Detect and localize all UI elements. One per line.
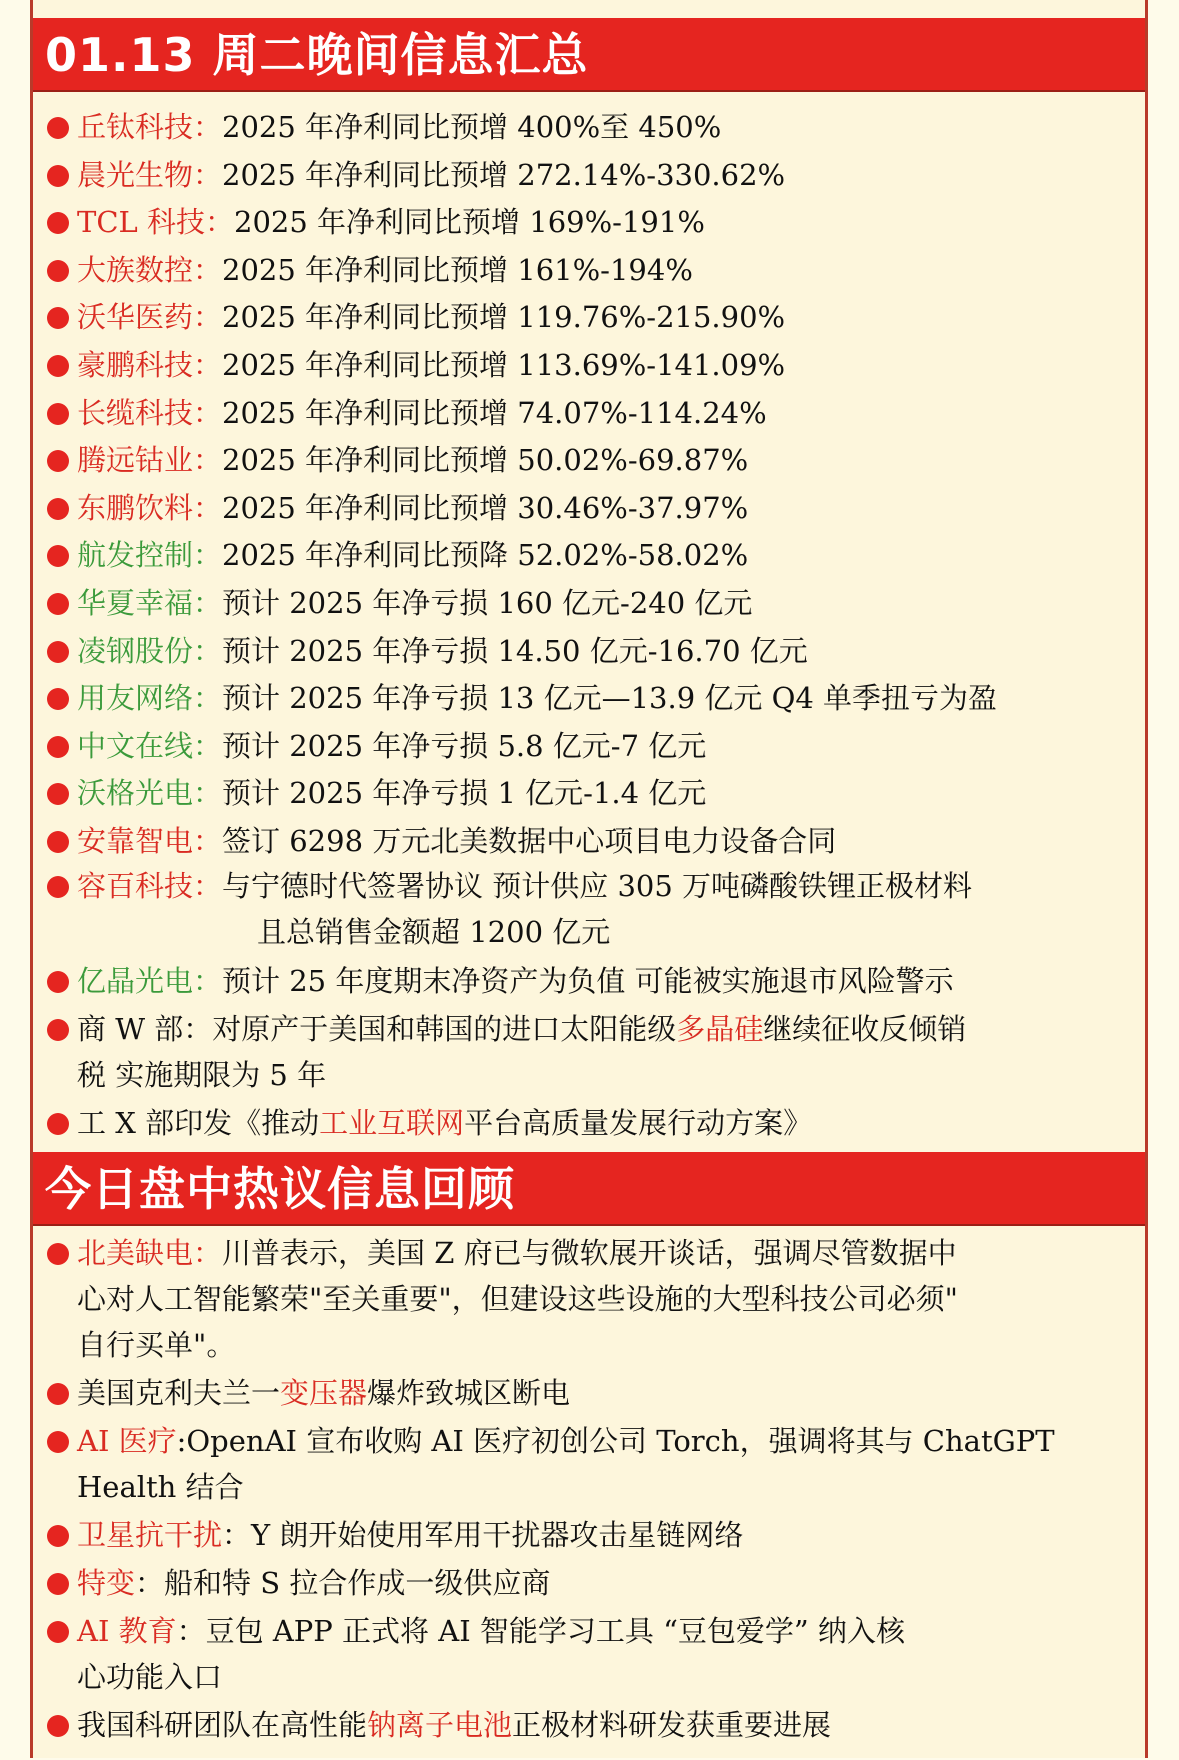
item-text: 美国克利夫兰一	[77, 1376, 281, 1410]
item-text: 正极材料研发获重要进展	[512, 1708, 832, 1742]
item-text-continuation: 心功能入口	[77, 1660, 223, 1694]
item-text: 我国科研团队在高性能	[77, 1708, 368, 1742]
bullet-icon	[47, 1431, 69, 1453]
item-text: 商 W 部：对原产于美国和韩国的进口太阳能级	[77, 1012, 677, 1046]
list-item	[47, 342, 1137, 388]
company-name: 亿晶光电：	[77, 964, 223, 998]
bullet-icon	[47, 212, 69, 234]
bullet-icon	[47, 403, 69, 425]
summary-banner	[33, 18, 1145, 92]
bullet-icon	[47, 831, 69, 853]
item-text-continuation: Health 结合	[77, 1470, 244, 1504]
item-text-continuation: 自行买单"。	[77, 1328, 236, 1362]
list-item	[47, 723, 1137, 769]
item-text: 2025 年净利同比预增 50.02%-69.87%	[222, 443, 749, 477]
list-item	[47, 437, 1137, 483]
bullet-icon	[47, 1573, 69, 1595]
item-text: 2025 年净利同比预增 272.14%-330.62%	[222, 158, 786, 192]
item-text: 预计 2025 年净亏损 14.50 亿元-16.70 亿元	[222, 634, 808, 668]
bullet-icon	[47, 1019, 69, 1041]
bullet-icon	[47, 355, 69, 377]
item-text: ：豆包 APP 正式将 AI 智能学习工具 “豆包爱学” 纳入核	[176, 1614, 905, 1648]
company-name: 东鹏饮料：	[77, 491, 223, 525]
list-item	[47, 580, 1137, 626]
company-name: 航发控制：	[77, 538, 223, 572]
company-name: 用友网络：	[77, 681, 223, 715]
bullet-icon	[47, 1525, 69, 1547]
company-name: 沃华医药：	[77, 300, 223, 334]
bullet-icon	[47, 498, 69, 520]
bullet-icon	[47, 450, 69, 472]
company-name: 大族数控：	[77, 253, 223, 287]
item-text: 2025 年净利同比预增 74.07%-114.24%	[222, 396, 767, 430]
bullet-icon	[47, 117, 69, 139]
bullet-icon	[47, 971, 69, 993]
list-item-shangwu	[47, 1006, 1137, 1052]
topic-name: AI 教育	[77, 1614, 177, 1648]
highlight-text: 多晶硅	[676, 1012, 764, 1046]
item-text: 2025 年净利同比预增 161%-194%	[222, 253, 693, 287]
company-name: 长缆科技：	[77, 396, 223, 430]
list-item	[47, 818, 1137, 864]
list-item	[47, 770, 1137, 816]
list-item	[47, 628, 1137, 674]
company-name: 晨光生物：	[77, 158, 223, 192]
bullet-icon	[47, 1621, 69, 1643]
list-item-rongbai	[47, 863, 1137, 909]
info-board	[30, 0, 1148, 1758]
item-text: 2025 年净利同比预增 119.76%-215.90%	[222, 300, 786, 334]
bullet-icon	[47, 876, 69, 898]
highlight-text: 钠离子电池	[367, 1708, 513, 1742]
item-text-continuation: 税 实施期限为 5 年	[77, 1058, 327, 1092]
review-title: 今日盘中热议信息回顾	[45, 1162, 515, 1216]
item-text: 爆炸致城区断电	[367, 1376, 571, 1410]
item-text-continuation: 且总销售金额超 1200 亿元	[257, 915, 611, 949]
item-text: 预计 2025 年净亏损 5.8 亿元-7 亿元	[222, 729, 707, 763]
list-item	[47, 485, 1137, 531]
list-item	[47, 294, 1137, 340]
item-text: 预计 2025 年净亏损 13 亿元—13.9 亿元 Q4 单季扭亏为盈	[222, 681, 998, 715]
list-item-ai-medical	[47, 1418, 1137, 1464]
list-item-ai-education	[47, 1608, 1137, 1654]
bullet-icon	[47, 641, 69, 663]
company-name: 容百科技：	[77, 869, 223, 903]
list-item-transformer	[47, 1370, 1137, 1416]
list-item-battery	[47, 1702, 1137, 1748]
bullet-icon	[47, 783, 69, 805]
topic-name: 卫星抗干扰	[77, 1518, 223, 1552]
list-item-yijing	[47, 958, 1137, 1004]
bullet-icon	[47, 736, 69, 758]
list-item	[47, 199, 1137, 245]
list-item-gongxin	[47, 1100, 1137, 1146]
item-text: ：Y 朗开始使用军用干扰器攻击星链网络	[222, 1518, 744, 1552]
company-name: 沃格光电：	[77, 776, 223, 810]
company-name: 腾远钴业：	[77, 443, 223, 477]
item-text: 工 X 部印发《推动	[77, 1106, 320, 1140]
item-text: 预计 25 年度期末净资产为负值 可能被实施退市风险警示	[222, 964, 954, 998]
bullet-icon	[47, 1113, 69, 1135]
list-item-satellite	[47, 1512, 1137, 1558]
item-text: 2025 年净利同比预降 52.02%-58.02%	[222, 538, 749, 572]
item-text: 继续征收反倾销	[763, 1012, 967, 1046]
bullet-icon	[47, 1383, 69, 1405]
item-text: 2025 年净利同比预增 169%-191%	[234, 205, 705, 239]
item-text-continuation: 心对人工智能繁荣"至关重要"，但建设这些设施的大型科技公司必须"	[77, 1282, 959, 1316]
bullet-icon	[47, 593, 69, 615]
company-name: 中文在线：	[77, 729, 223, 763]
topic-name: 特变	[77, 1566, 136, 1600]
item-text: ：船和特 S 拉合作成一级供应商	[135, 1566, 551, 1600]
highlight-text: 工业互联网	[319, 1106, 465, 1140]
topic-name: 北美缺电：	[77, 1236, 223, 1270]
item-text: 川普表示，美国 Z 府已与微软展开谈话，强调尽管数据中	[222, 1236, 957, 1270]
bullet-icon	[47, 307, 69, 329]
company-name: 凌钢股份：	[77, 634, 223, 668]
item-text: 预计 2025 年净亏损 160 亿元-240 亿元	[222, 586, 753, 620]
company-name: 豪鹏科技：	[77, 348, 223, 382]
list-item	[47, 247, 1137, 293]
bullet-icon	[47, 1243, 69, 1265]
list-item	[47, 152, 1137, 198]
company-name: 丘钛科技：	[77, 110, 223, 144]
highlight-text: 变压器	[280, 1376, 368, 1410]
bullet-icon	[47, 545, 69, 567]
item-text: 2025 年净利同比预增 400%至 450%	[222, 110, 722, 144]
item-text: 预计 2025 年净亏损 1 亿元-1.4 亿元	[222, 776, 707, 810]
bullet-icon	[47, 1715, 69, 1737]
item-text: 2025 年净利同比预增 30.46%-37.97%	[222, 491, 749, 525]
list-item	[47, 532, 1137, 578]
item-text: 签订 6298 万元北美数据中心项目电力设备合同	[222, 824, 837, 858]
company-name: TCL 科技：	[77, 205, 235, 239]
review-banner	[33, 1152, 1145, 1226]
company-name: 安靠智电：	[77, 824, 223, 858]
list-item	[47, 675, 1137, 721]
list-item	[47, 390, 1137, 436]
item-text: 平台高质量发展行动方案》	[464, 1106, 813, 1140]
bullet-icon	[47, 260, 69, 282]
item-text: 与宁德时代签署协议 预计供应 305 万吨磷酸铁锂正极材料	[222, 869, 973, 903]
bullet-icon	[47, 688, 69, 710]
summary-title: 01.13 周二晚间信息汇总	[45, 28, 589, 82]
item-text: 2025 年净利同比预增 113.69%-141.09%	[222, 348, 786, 382]
topic-name: AI 医疗	[77, 1424, 177, 1458]
list-item-tebian	[47, 1560, 1137, 1606]
item-text: :OpenAI 宣布收购 AI 医疗初创公司 Torch，强调将其与 ChatGPT	[176, 1424, 1055, 1458]
bullet-icon	[47, 165, 69, 187]
list-item-beimei	[47, 1230, 1137, 1276]
list-item	[47, 104, 1137, 150]
company-name: 华夏幸福：	[77, 586, 223, 620]
